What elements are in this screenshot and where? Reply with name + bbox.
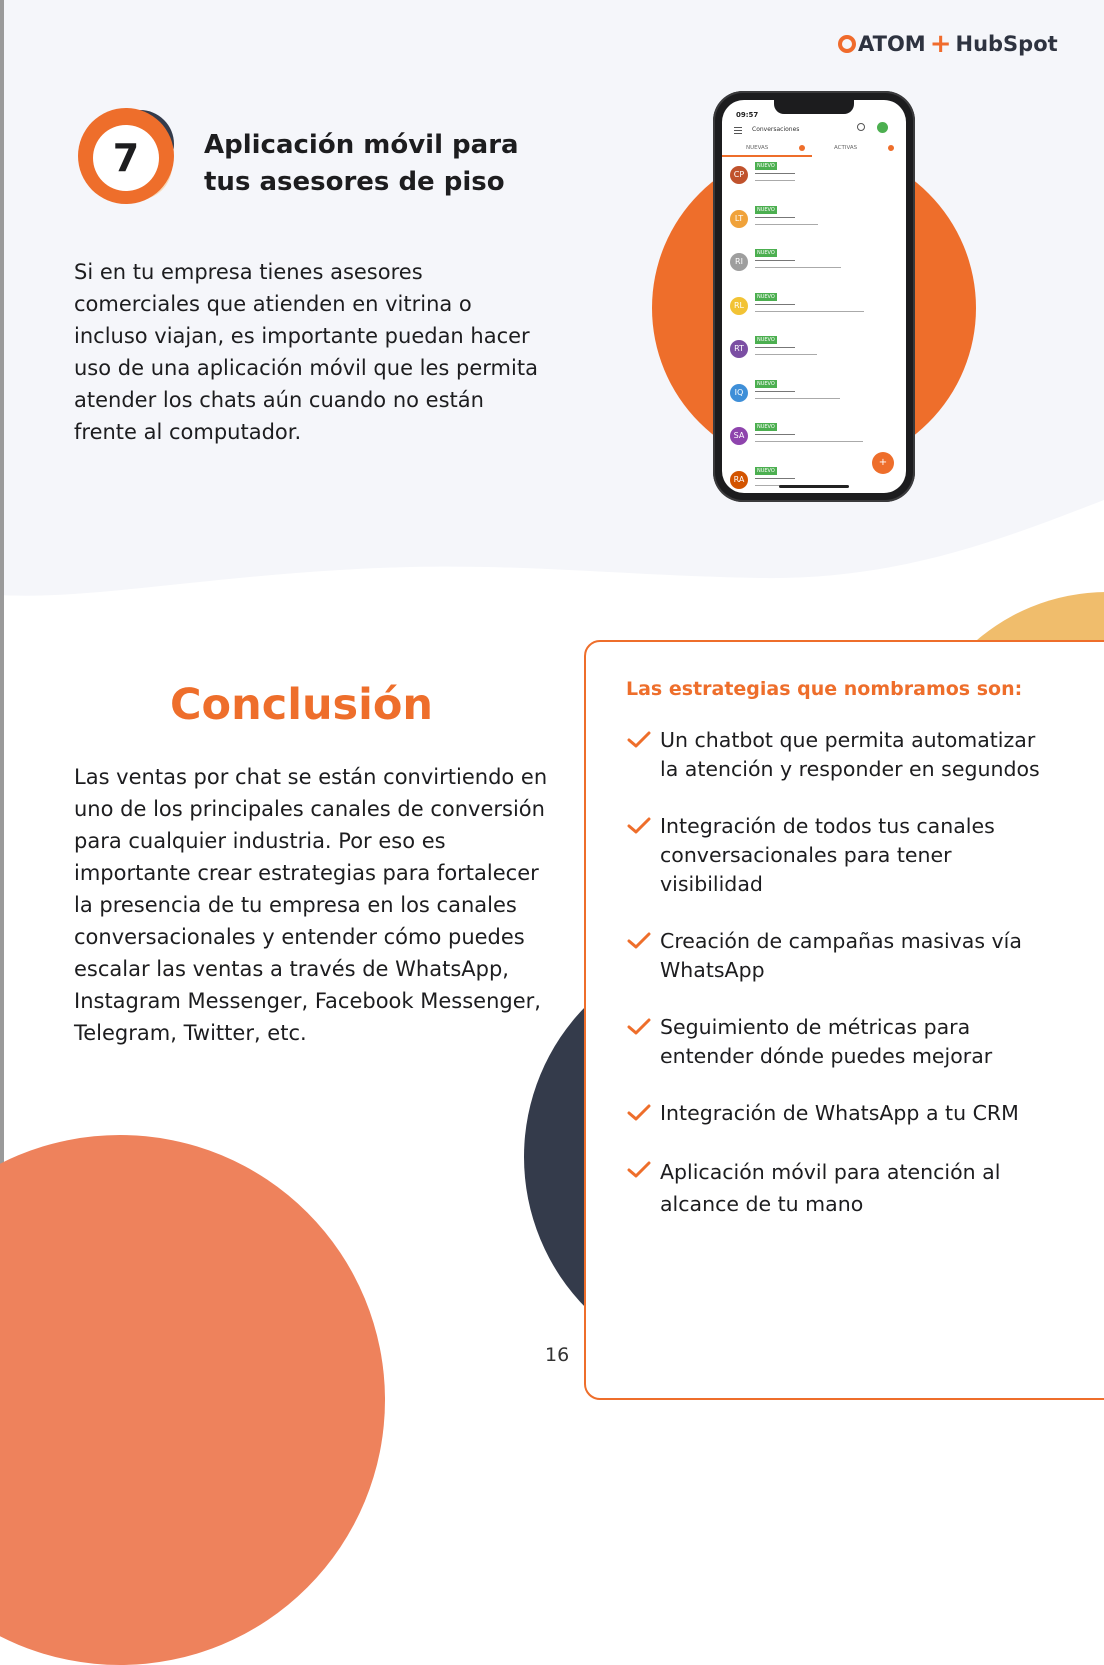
message-preview-line: [755, 180, 795, 181]
chat-row[interactable]: [722, 289, 906, 329]
new-tag: NUEVO: [757, 163, 775, 169]
new-tag: NUEVO: [757, 337, 775, 343]
decor-circle-orange: [0, 1135, 385, 1665]
atom-logo-icon: [838, 35, 856, 53]
message-preview-line: [755, 224, 818, 225]
chat-row[interactable]: [722, 202, 906, 242]
step-description: Si en tu empresa tienes asesores comerciales que atienden en vitrina o incluso viajan, es importante puedan hacer uso de una aplicación móvil que les permita atender los chats aún cuando no están frente al computador.: [74, 260, 538, 444]
tab-active-badge: [888, 145, 894, 151]
message-preview-line: [755, 267, 841, 268]
step-title: [204, 127, 519, 201]
status-bar-time: 09:57: [736, 111, 759, 119]
step-title-line2: tus asesores de piso: [204, 167, 505, 197]
new-tag: NUEVO: [757, 250, 775, 256]
hubspot-wordmark: HubSpot: [955, 32, 1058, 56]
check-icon: [626, 1017, 652, 1037]
message-preview-line: [755, 441, 863, 442]
strategy-text: Un chatbot que permita automatizar la atención y responder en segundos: [660, 728, 1040, 781]
new-tag: NUEVO: [757, 206, 775, 213]
message-preview-line: [755, 347, 795, 348]
contact-avatar: RA: [730, 471, 748, 489]
tab-new-badge: [799, 145, 805, 151]
chat-row[interactable]: [722, 245, 906, 285]
strategy-item: [626, 927, 1046, 985]
message-preview-line: [755, 304, 795, 305]
message-preview-line: [755, 398, 840, 399]
strategy-text: Seguimiento de métricas para entender dónde puedes mejorar: [660, 1015, 993, 1068]
contact-avatar: RL: [730, 297, 748, 315]
contact-avatar: LT: [730, 210, 748, 228]
page-number: 16: [545, 1344, 570, 1366]
new-tag: NUEVO: [757, 467, 775, 474]
strategies-title: Las estrategias que nombramos son:: [626, 678, 1023, 700]
phone-mockup: [713, 91, 915, 502]
logo-plus: +: [929, 29, 952, 59]
strategies-list: [626, 726, 1046, 1220]
chat-row[interactable]: [722, 158, 906, 198]
message-preview-line: [755, 354, 817, 355]
new-tag: NUEVO: [757, 424, 775, 430]
check-icon: [626, 816, 652, 836]
strategy-item: [626, 1156, 1046, 1220]
strategy-text: Integración de WhatsApp a tu CRM: [660, 1101, 1019, 1125]
message-preview-line: [755, 260, 795, 261]
home-indicator: [779, 485, 849, 488]
conclusion-text: Las ventas por chat se están convirtiendo en uno de los principales canales de conversión para cualquier industria. Por eso es importante crear estrategias para fortalecer la presencia de tu empresa en los canales conversacionales y entender cómo puedes escalar las ventas a través de WhatsApp, Instagram Messenger, Facebook Messenger, Telegram, Twitter, etc.: [74, 765, 548, 1045]
contact-avatar: CP: [730, 166, 748, 184]
atom-wordmark: ATOM: [858, 32, 926, 56]
new-tag: NUEVO: [757, 380, 775, 387]
contact-avatar: IQ: [730, 384, 748, 402]
message-preview-line: [755, 478, 795, 479]
atom-hubspot-logo: [838, 30, 1058, 58]
strategy-text: Creación de campañas masivas vía WhatsApp: [660, 929, 1022, 982]
phone-notch: [774, 100, 854, 114]
screen-title: Conversaciones: [752, 126, 800, 133]
tab-active: ACTIVAS: [834, 145, 858, 151]
new-tag: NUEVO: [757, 293, 775, 300]
atom-logo: [838, 32, 926, 56]
strategy-item: [626, 812, 1046, 899]
message-preview-line: [755, 391, 795, 392]
contact-avatar: RT: [730, 340, 748, 358]
chat-row[interactable]: [722, 376, 906, 416]
strategies-card: [584, 640, 1104, 1400]
step-title-line1: Aplicación móvil para: [204, 130, 519, 160]
tab-indicator: [722, 155, 812, 157]
message-preview-line: [755, 173, 795, 174]
message-preview-line: [755, 311, 864, 312]
conclusion-title: Conclusión: [170, 680, 434, 730]
check-icon: [626, 1160, 652, 1180]
step-number: 7: [112, 136, 140, 180]
contact-avatar: SA: [730, 427, 748, 445]
check-icon: [626, 1103, 652, 1123]
search-icon: [857, 123, 865, 131]
user-avatar: [877, 122, 888, 133]
message-preview-line: [755, 434, 795, 435]
new-chat-fab: +: [872, 452, 894, 474]
strategy-item: [626, 1013, 1046, 1071]
menu-icon: [734, 127, 742, 134]
tab-new: NUEVAS: [746, 145, 769, 151]
check-icon: [626, 931, 652, 951]
check-icon: [626, 730, 652, 750]
phone-screen: [722, 100, 906, 493]
chat-row[interactable]: [722, 332, 906, 372]
strategy-text: Integración de todos tus canales conversacionales para tener visibilidad: [660, 814, 995, 896]
strategy-text: Aplicación móvil para atención al alcance de tu mano: [660, 1160, 1001, 1216]
message-preview-line: [755, 217, 795, 218]
strategy-item: [626, 726, 1046, 784]
contact-avatar: RI: [730, 253, 748, 271]
strategy-item: [626, 1099, 1046, 1128]
conversation-tabs: [722, 142, 906, 156]
